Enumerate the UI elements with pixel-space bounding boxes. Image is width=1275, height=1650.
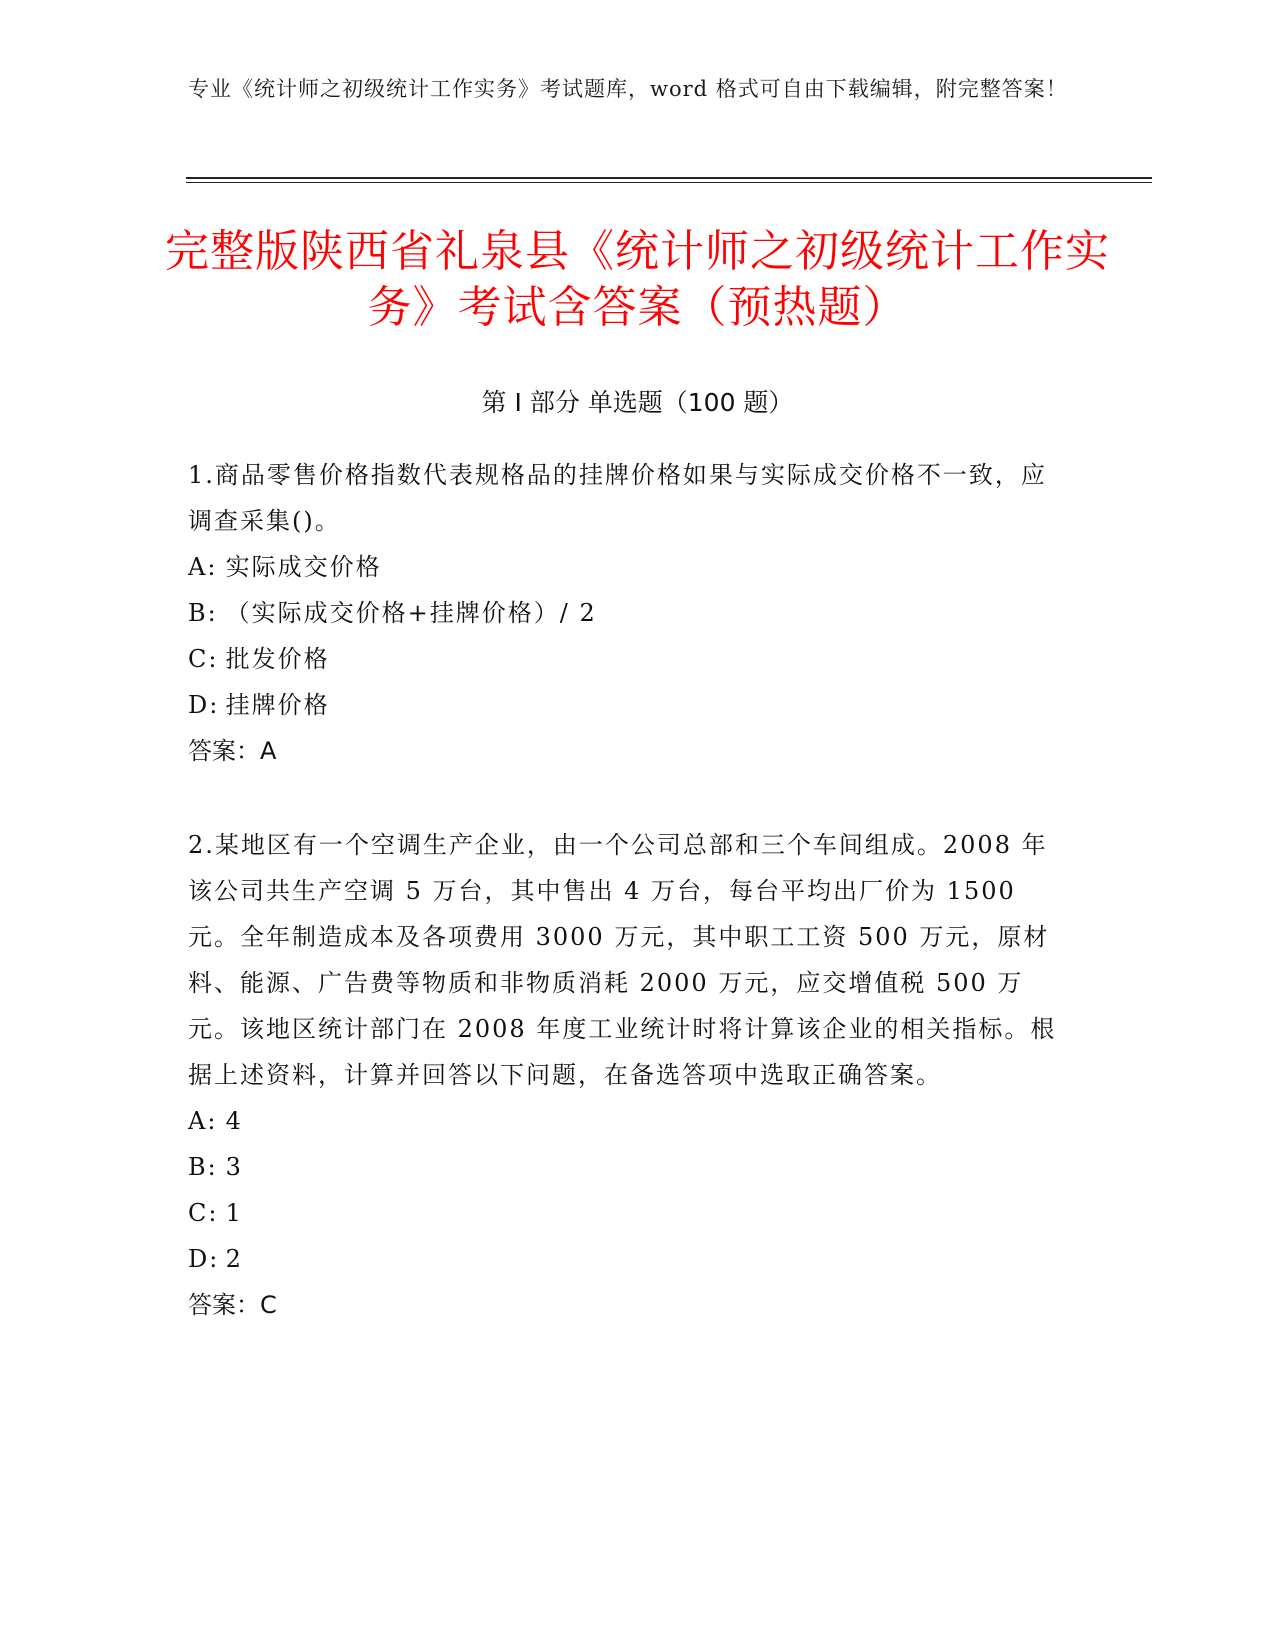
option-text: 3: [225, 1153, 243, 1181]
answer: 答案：C: [188, 1291, 277, 1319]
option-d: [188, 1236, 1068, 1282]
option-c: [188, 1190, 1068, 1236]
option-a: [188, 544, 1068, 590]
question-2: [188, 822, 1068, 1328]
question-stem: 1.商品零售价格指数代表规格品的挂牌价格如果与实际成交价格不一致，应调查采集()。: [188, 461, 1047, 535]
option-text: 2: [225, 1245, 243, 1273]
option-text: 挂牌价格: [225, 691, 330, 719]
option-letter: C:: [188, 645, 219, 673]
option-letter: D:: [188, 1245, 220, 1273]
answer: 答案：A: [188, 737, 277, 765]
header-rule-thin: [186, 182, 1152, 183]
option-text: 4: [225, 1107, 243, 1135]
option-text: 批发价格: [225, 645, 330, 673]
option-b: [188, 590, 1068, 636]
option-letter: B:: [188, 599, 218, 627]
option-text: （实际成交价格+挂牌价格）/ 2: [225, 599, 597, 627]
option-d: [188, 682, 1068, 728]
option-text: 实际成交价格: [225, 553, 382, 581]
section-title: 第 I 部分 单选题（100 题）: [481, 388, 794, 417]
question-1: [188, 452, 1068, 774]
option-letter: B:: [188, 1153, 218, 1181]
header-note: 专业《统计师之初级统计工作实务》考试题库，word 格式可自由下载编辑，附完整答案！: [188, 77, 1068, 101]
option-letter: D:: [188, 691, 220, 719]
option-a: [188, 1098, 1068, 1144]
option-c: [188, 636, 1068, 682]
header-rule-thick: [186, 177, 1152, 179]
option-letter: A:: [188, 553, 218, 581]
option-b: [188, 1144, 1068, 1190]
document-title: 完整版陕西省礼泉县《统计师之初级统计工作实务》考试含答案（预热题）: [165, 226, 1110, 333]
question-stem: 2.某地区有一个空调生产企业，由一个公司总部和三个车间组成。2008 年该公司共生产空调 5 万台，其中售出 4 万台，每台平均出厂价为 1500 元。全年制造成本及各项费用 3000 万元，其中职工工资 500 万元，原材料、能源、广告费等物质和非物质消耗 2000 万元，应交增值税 500 万元。该地区统计部门在 2008 年度工业统计时将计算该企业的相关指标。根据上述资料，计算并回答以下问题，在备选答项中选取正确答案。: [188, 831, 1057, 1089]
option-text: 1: [225, 1199, 243, 1227]
option-letter: C:: [188, 1199, 219, 1227]
option-letter: A:: [188, 1107, 218, 1135]
